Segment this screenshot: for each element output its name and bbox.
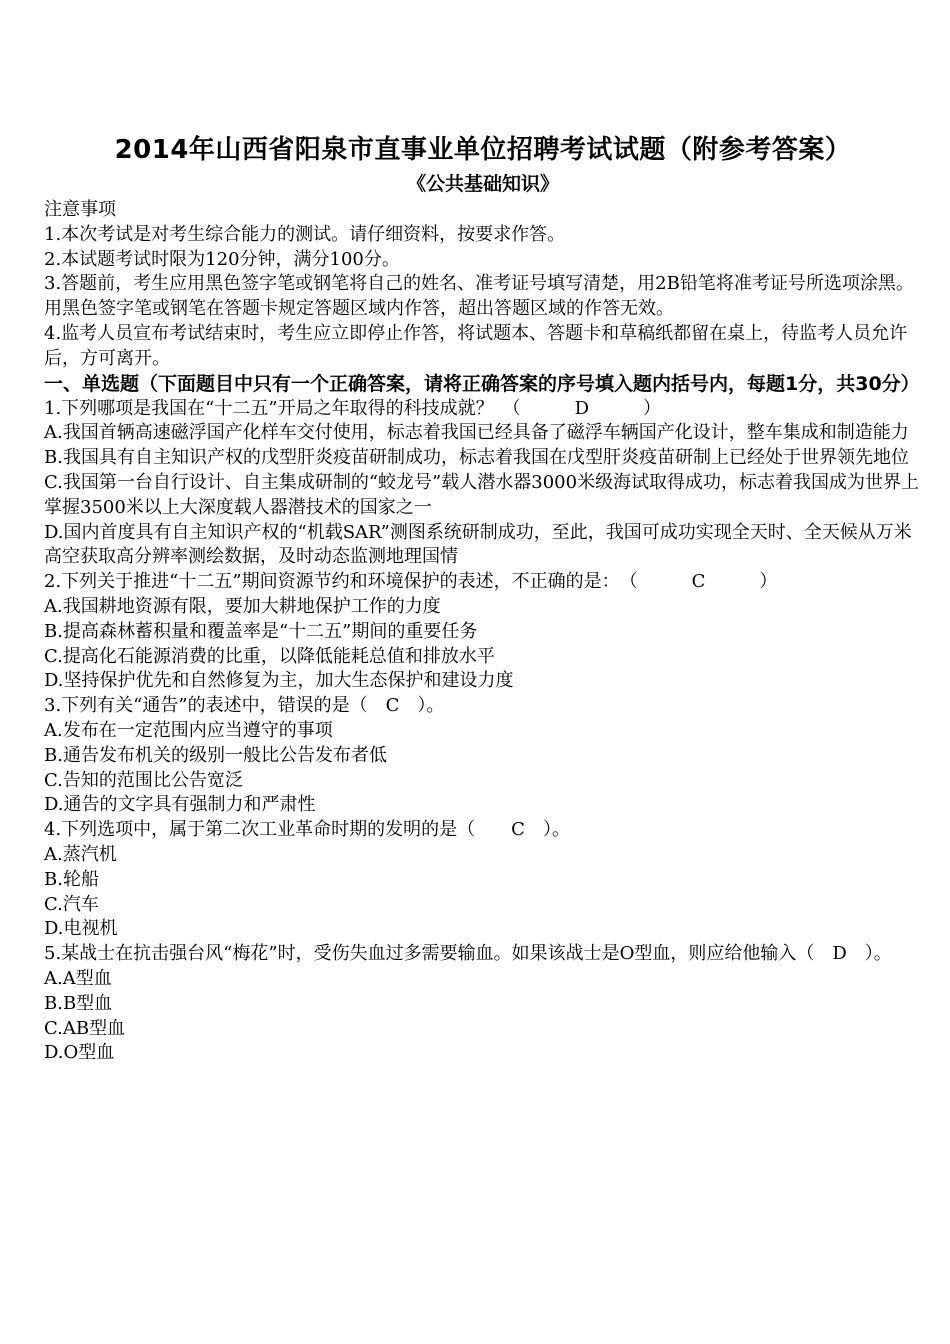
question-2 — [44, 570, 922, 694]
question-stem: 3.下列有关“通告”的表述中，错误的是（ C ）。 — [44, 695, 445, 717]
question-stem: 4.下列选项中，属于第二次工业革命时期的发明的是（ C ）。 — [44, 819, 570, 841]
option-a: A.A型血 — [44, 967, 112, 989]
question-5 — [44, 942, 922, 1066]
notice-item-1: 1.本次考试是对考生综合能力的测试。请仔细资料，按要求作答。 — [44, 223, 566, 245]
option-c: C.汽车 — [44, 893, 99, 915]
option-d: D.电视机 — [44, 918, 118, 940]
option-b: B.我国具有自主知识产权的戊型肝炎疫苗研制成功，标志着我国在戊型肝炎疫苗研制上已经处于世界领先地位 — [44, 447, 909, 469]
option-a: A.发布在一定范围内应当遵守的事项 — [44, 719, 333, 741]
option-c: C.提高化石能源消费的比重，以降低能耗总值和排放水平 — [44, 645, 495, 667]
option-d: D.O型血 — [44, 1042, 115, 1064]
option-b: B.通告发布机关的级别一般比公告发布者低 — [44, 744, 387, 766]
option-c: C.AB型血 — [44, 1017, 126, 1039]
notice-item-2: 2.本试题考试时限为120分钟，满分100分。 — [44, 248, 400, 270]
option-d: D.国内首度具有自主知识产权的“机载SAR”测图系统研制成功，至此，我国可成功实现全天时、全天候从万米高空获取高分辨率测绘数据，及时动态监测地理国情 — [44, 521, 912, 568]
option-a: A.我国耕地资源有限，要加大耕地保护工作的力度 — [44, 595, 441, 617]
notice-item-4: 4.监考人员宣布考试结束时，考生应立即停止作答，将试题本、答题卡和草稿纸都留在桌上，待监考人员允许后，方可离开。 — [44, 322, 908, 369]
section-heading-single-choice: 一、单选题（下面题目中只有一个正确答案，请将正确答案的序号填入题内括号内，每题1分，共30分） — [44, 372, 920, 395]
page-subtitle: 《公共基础知识》 — [406, 173, 559, 195]
option-c: C.告知的范围比公告宽泛 — [44, 769, 243, 791]
option-b: B.轮船 — [44, 868, 99, 890]
option-a: A.蒸汽机 — [44, 843, 117, 865]
option-d: D.通告的文字具有强制力和严肃性 — [44, 794, 316, 816]
question-1 — [44, 397, 922, 571]
option-a: A.我国首辆高速磁浮国产化样车交付使用，标志着我国已经具备了磁浮车辆国产化设计，整车集成和制造能力 — [44, 422, 909, 444]
option-b: B.提高森林蓄积量和覆盖率是“十二五”期间的重要任务 — [44, 620, 478, 642]
question-stem: 1.下列哪项是我国在“十二五”开局之年取得的科技成就？ （ D ） — [44, 397, 662, 419]
notice-section — [44, 198, 922, 372]
question-4 — [44, 818, 922, 942]
question-stem: 5.某战士在抗击强台风“梅花”时，受伤失血过多需要输血。如果该战士是O型血，则应给他输入（ D ）。 — [44, 943, 892, 965]
option-d: D.坚持保护优先和自然修复为主，加大生态保护和建设力度 — [44, 670, 514, 692]
notice-item-3: 3.答题前，考生应用黑色签字笔或钢笔将自己的姓名、准考证号填写清楚，用2B铅笔将准考证号所选项涂黑。用黑色签字笔或钢笔在答题卡规定答题区域内作答，超出答题区域的作答无效。 — [44, 273, 914, 320]
question-3 — [44, 694, 922, 818]
option-c: C.我国第一台自行设计、自主集成研制的“蛟龙号”载人潜水器3000米级海试取得成功，标志着我国成为世界上掌握3500米以上大深度载人器潜技术的国家之一 — [44, 471, 920, 518]
question-stem: 2.下列关于推进“十二五”期间资源节约和环境保护的表述，不正确的是： （ C ） — [44, 571, 778, 593]
notice-heading: 注意事项 — [44, 199, 116, 220]
page-title: 2014年山西省阳泉市直事业单位招聘考试试题（附参考答案） — [114, 135, 852, 165]
option-b: B.B型血 — [44, 992, 113, 1014]
